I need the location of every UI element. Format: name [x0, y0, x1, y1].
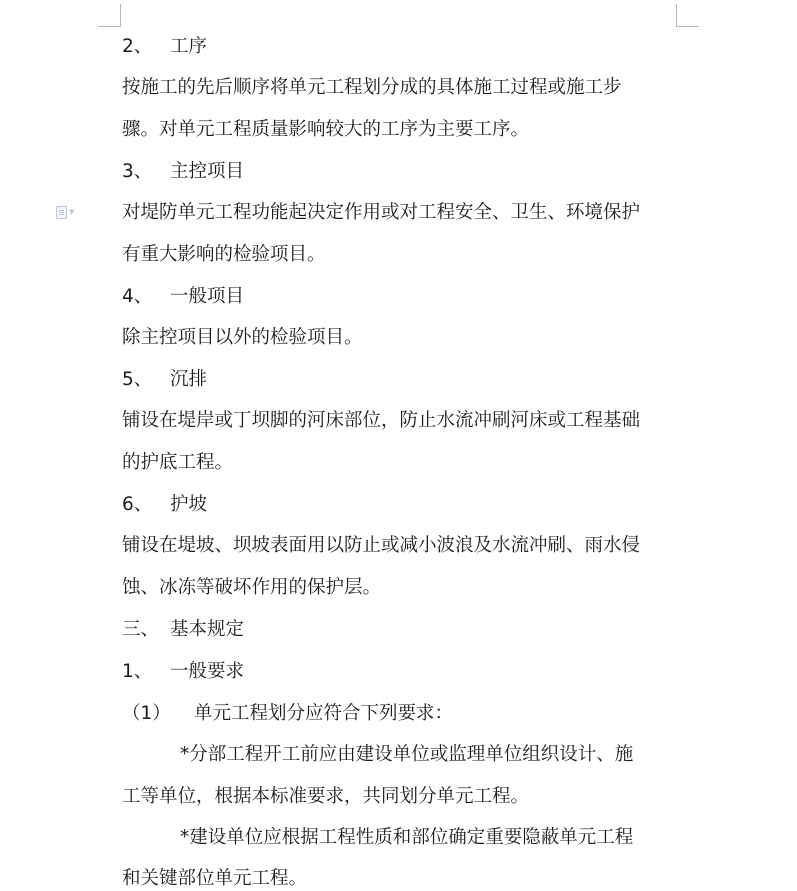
heading-text: 工序 — [170, 36, 208, 57]
body-line: 有重大影响的检验项目。 — [122, 244, 326, 265]
section-heading — [122, 368, 682, 392]
section-heading — [122, 493, 682, 517]
page-corner-mark-top-right — [676, 4, 699, 27]
body-line: 对堤防单元工程功能起决定作用或对工程安全、卫生、环境保护 — [122, 202, 641, 223]
body-line: 和关键部位单元工程。 — [122, 868, 308, 889]
subsection-text: 单元工程划分应符合下列要求： — [194, 703, 454, 724]
heading-number: 2、 — [122, 36, 153, 57]
body-line: 除主控项目以外的检验项目。 — [122, 327, 363, 348]
subsection-heading — [122, 702, 682, 726]
heading-text: 一般项目 — [170, 286, 245, 307]
heading-text: 一般要求 — [170, 661, 245, 682]
heading-number: 三、 — [122, 619, 160, 640]
heading-text: 护坡 — [170, 494, 208, 515]
heading-number: 1、 — [122, 661, 153, 682]
body-line — [122, 743, 682, 767]
section-heading — [122, 660, 682, 684]
list-item-text: *分部工程开工前应由建设单位或监理单位组织设计、施 — [180, 744, 634, 765]
body-line: 骤。对单元工程质量影响较大的工序为主要工序。 — [122, 119, 530, 140]
section-heading — [122, 35, 682, 59]
chapter-heading — [122, 618, 682, 642]
heading-text: 主控项目 — [170, 161, 245, 182]
heading-text: 沉排 — [170, 369, 208, 390]
subsection-number: （1） — [122, 703, 171, 724]
heading-number: 6、 — [122, 494, 153, 515]
document-icon — [56, 206, 67, 219]
body-line: 工等单位，根据本标准要求，共同划分单元工程。 — [122, 786, 530, 807]
body-line: 铺设在堤岸或丁坝脚的河床部位，防止水流冲刷河床或工程基础 — [122, 410, 641, 431]
heading-number: 4、 — [122, 286, 153, 307]
section-heading — [122, 160, 682, 184]
list-item-text: *建设单位应根据工程性质和部位确定重要隐蔽单元工程 — [180, 827, 634, 848]
chevron-down-icon: ▼ — [69, 207, 75, 216]
heading-number: 5、 — [122, 369, 153, 390]
section-heading — [122, 285, 682, 309]
page-corner-mark-top-left — [98, 4, 121, 27]
body-line: 按施工的先后顺序将单元工程划分成的具体施工过程或施工步 — [122, 77, 622, 98]
body-line: 的护底工程。 — [122, 452, 234, 473]
paragraph-layout-icon[interactable] — [56, 205, 78, 219]
heading-text: 基本规定 — [170, 619, 245, 640]
heading-number: 3、 — [122, 161, 153, 182]
body-line — [122, 826, 682, 850]
body-line: 铺设在堤坡、坝坡表面用以防止或减小波浪及水流冲刷、雨水侵 — [122, 535, 641, 556]
body-line: 蚀、冰冻等破坏作用的保护层。 — [122, 577, 382, 598]
